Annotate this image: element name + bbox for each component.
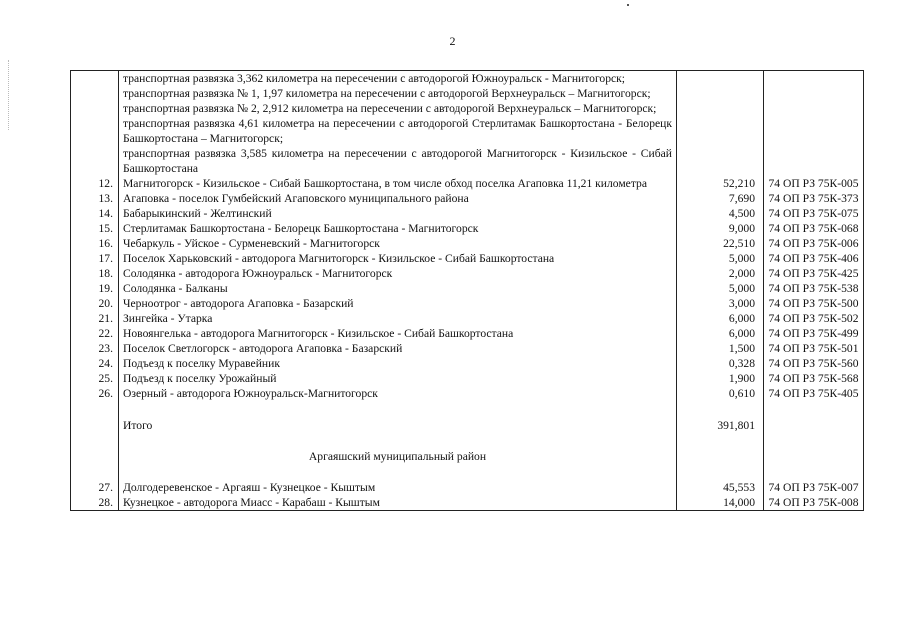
interchange-entry: транспортная развязка 3,362 километра на пересечении с автодорогой Южноуральск - Магнитогорск; bbox=[123, 72, 626, 85]
length-cell bbox=[677, 71, 764, 177]
road-id: 74 ОП РЗ 75К-068 bbox=[764, 221, 864, 236]
row-number: 28. bbox=[71, 495, 119, 511]
table-row bbox=[71, 191, 864, 206]
row-number: 17. bbox=[71, 251, 119, 266]
binding-margin-mark bbox=[8, 60, 10, 130]
table-row bbox=[71, 356, 864, 371]
district-heading-row bbox=[71, 441, 864, 480]
road-name: Магнитогорск - Кизильское - Сибай Башкортостана, в том числе обход поселка Агаповка 11,21 километра bbox=[119, 176, 677, 191]
road-id: 74 ОП РЗ 75К-501 bbox=[764, 341, 864, 356]
empty-cell bbox=[71, 441, 119, 480]
row-number: 13. bbox=[71, 191, 119, 206]
empty-cell bbox=[764, 401, 864, 416]
id-cell bbox=[764, 71, 864, 177]
row-number: 20. bbox=[71, 296, 119, 311]
road-id: 74 ОП РЗ 75К-500 bbox=[764, 296, 864, 311]
road-id: 74 ОП РЗ 75К-538 bbox=[764, 281, 864, 296]
table-row bbox=[71, 281, 864, 296]
road-length: 22,510 bbox=[677, 236, 764, 251]
road-id: 74 ОП РЗ 75К-560 bbox=[764, 356, 864, 371]
road-id: 74 ОП РЗ 75К-568 bbox=[764, 371, 864, 386]
interchange-entry: транспортная развязка № 2, 2,912 километра на пересечении с автодорогой Верхнеуральск – Магнитогорск; bbox=[123, 102, 657, 115]
road-name: Новоянгелька - автодорога Магнитогорск - Кизильское - Сибай Башкортостана bbox=[119, 326, 677, 341]
road-id: 74 ОП РЗ 75К-405 bbox=[764, 386, 864, 401]
table-row bbox=[71, 326, 864, 341]
road-length: 6,000 bbox=[677, 326, 764, 341]
road-name: Поселок Харьковский - автодорога Магнитогорск - Кизильское - Сибай Башкортостана bbox=[119, 251, 677, 266]
road-name: Долгодеревенское - Аргаяш - Кузнецкое - Кыштым bbox=[119, 480, 677, 495]
road-length: 9,000 bbox=[677, 221, 764, 236]
road-name: Солодянка - автодорога Южноуральск - Магнитогорск bbox=[119, 266, 677, 281]
empty-cell bbox=[119, 401, 677, 416]
road-length: 6,000 bbox=[677, 311, 764, 326]
row-number: 19. bbox=[71, 281, 119, 296]
road-name: Зингейка - Утарка bbox=[119, 311, 677, 326]
road-name: Подъезд к поселку Урожайный bbox=[119, 371, 677, 386]
road-name: Черноотрог - автодорога Агаповка - Базарский bbox=[119, 296, 677, 311]
road-id: 74 ОП РЗ 75К-006 bbox=[764, 236, 864, 251]
table-row bbox=[71, 386, 864, 401]
road-length: 14,000 bbox=[677, 495, 764, 511]
empty-cell bbox=[677, 441, 764, 480]
road-id: 74 ОП РЗ 75К-502 bbox=[764, 311, 864, 326]
table-row bbox=[71, 206, 864, 221]
road-name: Солодянка - Балканы bbox=[119, 281, 677, 296]
road-length: 52,210 bbox=[677, 176, 764, 191]
interchange-entry: транспортная развязка № 1, 1,97 километра на пересечении с автодорогой Верхнеуральск – Магнитогорск; bbox=[123, 87, 651, 100]
table-row bbox=[71, 251, 864, 266]
empty-cell bbox=[677, 401, 764, 416]
road-length: 0,610 bbox=[677, 386, 764, 401]
num-cell bbox=[71, 71, 119, 177]
road-id: 74 ОП РЗ 75К-007 bbox=[764, 480, 864, 495]
road-length: 2,000 bbox=[677, 266, 764, 281]
road-length: 1,900 bbox=[677, 371, 764, 386]
roads-table bbox=[70, 70, 864, 511]
table-row bbox=[71, 480, 864, 495]
spacer-row bbox=[71, 401, 864, 416]
continuation-cell bbox=[119, 71, 677, 177]
total-length: 391,801 bbox=[677, 416, 764, 441]
road-length: 45,553 bbox=[677, 480, 764, 495]
empty-cell bbox=[764, 416, 864, 441]
road-name: Бабарыкинский - Желтинский bbox=[119, 206, 677, 221]
row-number: 18. bbox=[71, 266, 119, 281]
table-row bbox=[71, 176, 864, 191]
table-row bbox=[71, 266, 864, 281]
scan-speck bbox=[627, 4, 629, 6]
table-row bbox=[71, 371, 864, 386]
road-name: Подъезд к поселку Муравейник bbox=[119, 356, 677, 371]
total-label: Итого bbox=[119, 416, 677, 441]
row-number: 26. bbox=[71, 386, 119, 401]
total-row bbox=[71, 416, 864, 441]
road-name: Агаповка - поселок Гумбейский Агаповского муниципального района bbox=[119, 191, 677, 206]
interchange-entry: транспортная развязка 3,585 километра на пересечении с автодорогой Магнитогорск - Кизильское - Сибай Башкортостана bbox=[123, 147, 672, 175]
empty-cell bbox=[764, 441, 864, 480]
row-number: 24. bbox=[71, 356, 119, 371]
row-number: 22. bbox=[71, 326, 119, 341]
row-number: 21. bbox=[71, 311, 119, 326]
row-number: 25. bbox=[71, 371, 119, 386]
road-id: 74 ОП РЗ 75К-373 bbox=[764, 191, 864, 206]
road-id: 74 ОП РЗ 75К-499 bbox=[764, 326, 864, 341]
district-heading: Аргаяшский муниципальный район bbox=[119, 441, 677, 480]
row-number: 16. bbox=[71, 236, 119, 251]
row-number: 23. bbox=[71, 341, 119, 356]
table-row bbox=[71, 341, 864, 356]
road-id: 74 ОП РЗ 75К-406 bbox=[764, 251, 864, 266]
table-row bbox=[71, 221, 864, 236]
road-id: 74 ОП РЗ 75К-425 bbox=[764, 266, 864, 281]
road-length: 1,500 bbox=[677, 341, 764, 356]
table-row bbox=[71, 495, 864, 511]
road-name: Озерный - автодорога Южноуральск-Магнитогорск bbox=[119, 386, 677, 401]
road-name: Поселок Светлогорск - автодорога Агаповка - Базарский bbox=[119, 341, 677, 356]
row-number: 27. bbox=[71, 480, 119, 495]
continuation-row bbox=[71, 71, 864, 177]
road-length: 5,000 bbox=[677, 281, 764, 296]
road-id: 74 ОП РЗ 75К-008 bbox=[764, 495, 864, 511]
road-length: 3,000 bbox=[677, 296, 764, 311]
road-id: 74 ОП РЗ 75К-005 bbox=[764, 176, 864, 191]
road-length: 0,328 bbox=[677, 356, 764, 371]
row-number: 12. bbox=[71, 176, 119, 191]
road-name: Чебаркуль - Уйское - Сурменевский - Магнитогорск bbox=[119, 236, 677, 251]
table-row bbox=[71, 311, 864, 326]
row-number: 15. bbox=[71, 221, 119, 236]
empty-cell bbox=[71, 401, 119, 416]
row-number: 14. bbox=[71, 206, 119, 221]
table-row bbox=[71, 296, 864, 311]
table-row bbox=[71, 236, 864, 251]
road-name: Стерлитамак Башкортостана - Белорецк Башкортостана - Магнитогорск bbox=[119, 221, 677, 236]
interchange-entry: транспортная развязка 4,61 километра на пересечении с автодорогой Стерлитамак Башкортостана - Белорецк Башкортостана – Магнитогорск; bbox=[123, 117, 672, 145]
page-number: 2 bbox=[449, 34, 456, 48]
empty-cell bbox=[71, 416, 119, 441]
road-length: 5,000 bbox=[677, 251, 764, 266]
road-length: 4,500 bbox=[677, 206, 764, 221]
road-id: 74 ОП РЗ 75К-075 bbox=[764, 206, 864, 221]
road-name: Кузнецкое - автодорога Миасс - Карабаш - Кыштым bbox=[119, 495, 677, 511]
road-length: 7,690 bbox=[677, 191, 764, 206]
